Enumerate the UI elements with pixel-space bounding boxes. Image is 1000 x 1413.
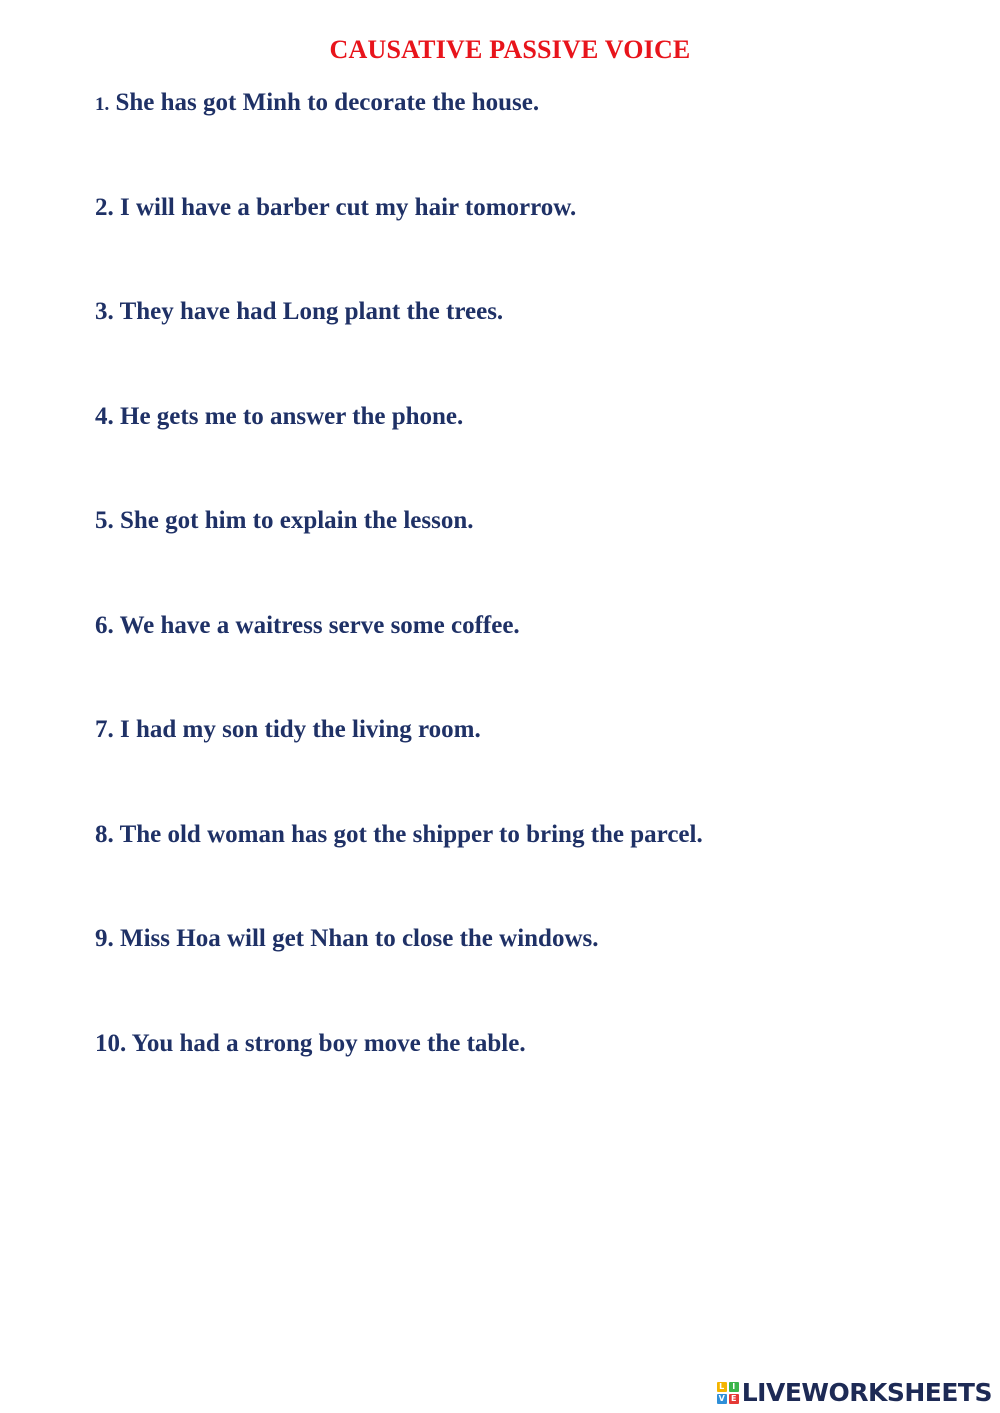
- question-number: 10.: [95, 1030, 127, 1057]
- question-text: They have had Long plant the trees.: [119, 298, 504, 325]
- question-item: [95, 403, 463, 431]
- logo-tile: V: [718, 1394, 725, 1403]
- question-number: 7.: [95, 716, 114, 743]
- question-number: 9.: [95, 925, 114, 952]
- question-item: [95, 1030, 526, 1058]
- question-text: I will have a barber cut my hair tomorrow.: [120, 194, 577, 221]
- liveworksheets-logo[interactable]: [717, 1378, 992, 1407]
- question-number: 2.: [95, 194, 114, 221]
- question-item: [95, 925, 598, 953]
- logo-icon: [717, 1382, 739, 1404]
- question-text: He gets me to answer the phone.: [120, 403, 464, 430]
- question-item: [95, 298, 503, 326]
- question-item: [95, 507, 474, 535]
- question-text: The old woman has got the shipper to bring the parcel.: [119, 821, 703, 848]
- question-item: [95, 716, 481, 744]
- question-item: [95, 821, 703, 849]
- question-number: 3.: [95, 298, 114, 325]
- question-text: I had my son tidy the living room.: [120, 716, 481, 743]
- logo-tile: L: [717, 1382, 727, 1392]
- question-text: We have a waitress serve some coffee.: [119, 612, 520, 639]
- question-text: She has got Minh to decorate the house.: [115, 89, 540, 116]
- question-text: Miss Hoa will get Nhan to close the windows.: [120, 925, 599, 952]
- logo-tile: E: [729, 1394, 739, 1404]
- brand-name: LIVEWORKSHEETS: [741, 1378, 992, 1407]
- question-number: 6.: [95, 612, 114, 639]
- question-item: [95, 89, 539, 117]
- worksheet-title: CAUSATIVE PASSIVE VOICE: [329, 35, 691, 64]
- question-number: 5.: [95, 507, 114, 534]
- question-item: [95, 612, 520, 640]
- question-number: 8.: [95, 821, 114, 848]
- question-number: 1.: [95, 94, 110, 115]
- question-text: She got him to explain the lesson.: [120, 507, 474, 534]
- question-item: [95, 194, 576, 222]
- logo-tile: I: [729, 1382, 739, 1392]
- question-number: 4.: [95, 403, 114, 430]
- question-text: You had a strong boy move the table.: [131, 1030, 526, 1057]
